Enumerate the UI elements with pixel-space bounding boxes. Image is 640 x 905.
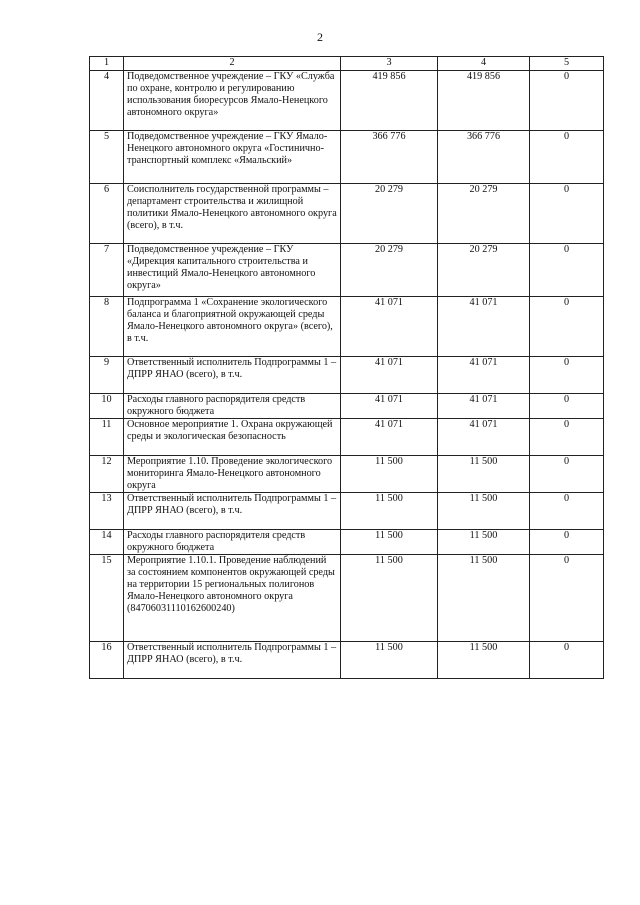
- row-col3-cell: 41 071: [341, 394, 438, 419]
- row-col4-cell: 11 500: [438, 493, 530, 530]
- table-row: [90, 419, 604, 456]
- row-col5-cell: 0: [530, 297, 604, 357]
- row-col5-cell: 0: [530, 530, 604, 555]
- column-header-1: 1: [90, 57, 124, 71]
- row-col5-cell: 0: [530, 394, 604, 419]
- row-name-cell: Ответственный исполнитель Подпрограммы 1 – ДПРР ЯНАО (всего), в т.ч.: [124, 642, 341, 679]
- row-col4-cell: 11 500: [438, 642, 530, 679]
- column-header-2: 2: [124, 57, 341, 71]
- row-col3-cell: 419 856: [341, 71, 438, 131]
- table-header-row: [90, 57, 604, 71]
- row-name-cell: Соисполнитель государственной программы – департамент строительства и жилищной политики Ямало-Ненецкого автономного округа (всего), в т.ч.: [124, 184, 341, 244]
- row-col3-cell: 41 071: [341, 419, 438, 456]
- row-col5-cell: 0: [530, 642, 604, 679]
- row-col4-cell: 20 279: [438, 244, 530, 297]
- row-col4-cell: 11 500: [438, 555, 530, 642]
- row-col4-cell: 41 071: [438, 419, 530, 456]
- column-header-3: 3: [341, 57, 438, 71]
- row-number-cell: 15: [90, 555, 124, 642]
- row-number-cell: 10: [90, 394, 124, 419]
- table-row: [90, 131, 604, 184]
- table-row: [90, 493, 604, 530]
- row-col5-cell: 0: [530, 131, 604, 184]
- row-col4-cell: 41 071: [438, 394, 530, 419]
- row-name-cell: Основное мероприятие 1. Охрана окружающей среды и экологическая безопасность: [124, 419, 341, 456]
- row-col4-cell: 11 500: [438, 456, 530, 493]
- budget-table: [89, 56, 604, 679]
- row-number-cell: 4: [90, 71, 124, 131]
- row-col3-cell: 41 071: [341, 297, 438, 357]
- row-number-cell: 14: [90, 530, 124, 555]
- row-name-cell: Подведомственное учреждение – ГКУ Ямало-Ненецкого автономного округа «Гостинично-транспортный комплекс «Ямальский»: [124, 131, 341, 184]
- table-row: [90, 456, 604, 493]
- row-name-cell: Ответственный исполнитель Подпрограммы 1 – ДПРР ЯНАО (всего), в т.ч.: [124, 357, 341, 394]
- row-number-cell: 7: [90, 244, 124, 297]
- table-row: [90, 184, 604, 244]
- row-col3-cell: 20 279: [341, 244, 438, 297]
- row-col5-cell: 0: [530, 555, 604, 642]
- row-name-cell: Мероприятие 1.10. Проведение экологического мониторинга Ямало-Ненецкого автономного округа: [124, 456, 341, 493]
- column-header-4: 4: [438, 57, 530, 71]
- row-number-cell: 13: [90, 493, 124, 530]
- row-col3-cell: 11 500: [341, 530, 438, 555]
- row-col4-cell: 419 856: [438, 71, 530, 131]
- row-col4-cell: 366 776: [438, 131, 530, 184]
- table-row: [90, 555, 604, 642]
- table-body: [90, 71, 604, 679]
- row-col5-cell: 0: [530, 493, 604, 530]
- row-name-cell: Ответственный исполнитель Подпрограммы 1 – ДПРР ЯНАО (всего), в т.ч.: [124, 493, 341, 530]
- row-number-cell: 9: [90, 357, 124, 394]
- row-col3-cell: 366 776: [341, 131, 438, 184]
- row-name-cell: Подпрограмма 1 «Сохранение экологического баланса и благоприятной окружающей среды Ямало-Ненецкого автономного округа» (всего), в т.ч.: [124, 297, 341, 357]
- column-header-5: 5: [530, 57, 604, 71]
- table-row: [90, 71, 604, 131]
- row-col3-cell: 11 500: [341, 493, 438, 530]
- row-name-cell: Подведомственное учреждение – ГКУ «Дирекция капитального строительства и инвестиций Ямало-Ненецкого автономного округа»: [124, 244, 341, 297]
- row-col3-cell: 41 071: [341, 357, 438, 394]
- row-number-cell: 16: [90, 642, 124, 679]
- row-col5-cell: 0: [530, 184, 604, 244]
- row-name-cell: Мероприятие 1.10.1. Проведение наблюдений за состоянием компонентов окружающей среды на территории 15 региональных полигонов Ямало-Ненецкого автономного округа (84706031110162600240): [124, 555, 341, 642]
- row-col3-cell: 20 279: [341, 184, 438, 244]
- table-row: [90, 297, 604, 357]
- row-number-cell: 5: [90, 131, 124, 184]
- page-number: 2: [317, 30, 323, 44]
- row-col4-cell: 41 071: [438, 297, 530, 357]
- row-col3-cell: 11 500: [341, 456, 438, 493]
- row-col3-cell: 11 500: [341, 555, 438, 642]
- row-number-cell: 8: [90, 297, 124, 357]
- row-col5-cell: 0: [530, 419, 604, 456]
- table-row: [90, 642, 604, 679]
- row-name-cell: Подведомственное учреждение – ГКУ «Служба по охране, контролю и регулированию использования биоресурсов Ямало-Ненецкого автономного округа»: [124, 71, 341, 131]
- row-col5-cell: 0: [530, 244, 604, 297]
- row-number-cell: 6: [90, 184, 124, 244]
- row-col4-cell: 11 500: [438, 530, 530, 555]
- row-name-cell: Расходы главного распорядителя средств окружного бюджета: [124, 394, 341, 419]
- row-col4-cell: 41 071: [438, 357, 530, 394]
- row-col5-cell: 0: [530, 456, 604, 493]
- table-row: [90, 394, 604, 419]
- row-name-cell: Расходы главного распорядителя средств окружного бюджета: [124, 530, 341, 555]
- table-row: [90, 244, 604, 297]
- row-col3-cell: 11 500: [341, 642, 438, 679]
- row-number-cell: 11: [90, 419, 124, 456]
- table-row: [90, 530, 604, 555]
- table-row: [90, 357, 604, 394]
- row-col4-cell: 20 279: [438, 184, 530, 244]
- row-col5-cell: 0: [530, 357, 604, 394]
- row-number-cell: 12: [90, 456, 124, 493]
- row-col5-cell: 0: [530, 71, 604, 131]
